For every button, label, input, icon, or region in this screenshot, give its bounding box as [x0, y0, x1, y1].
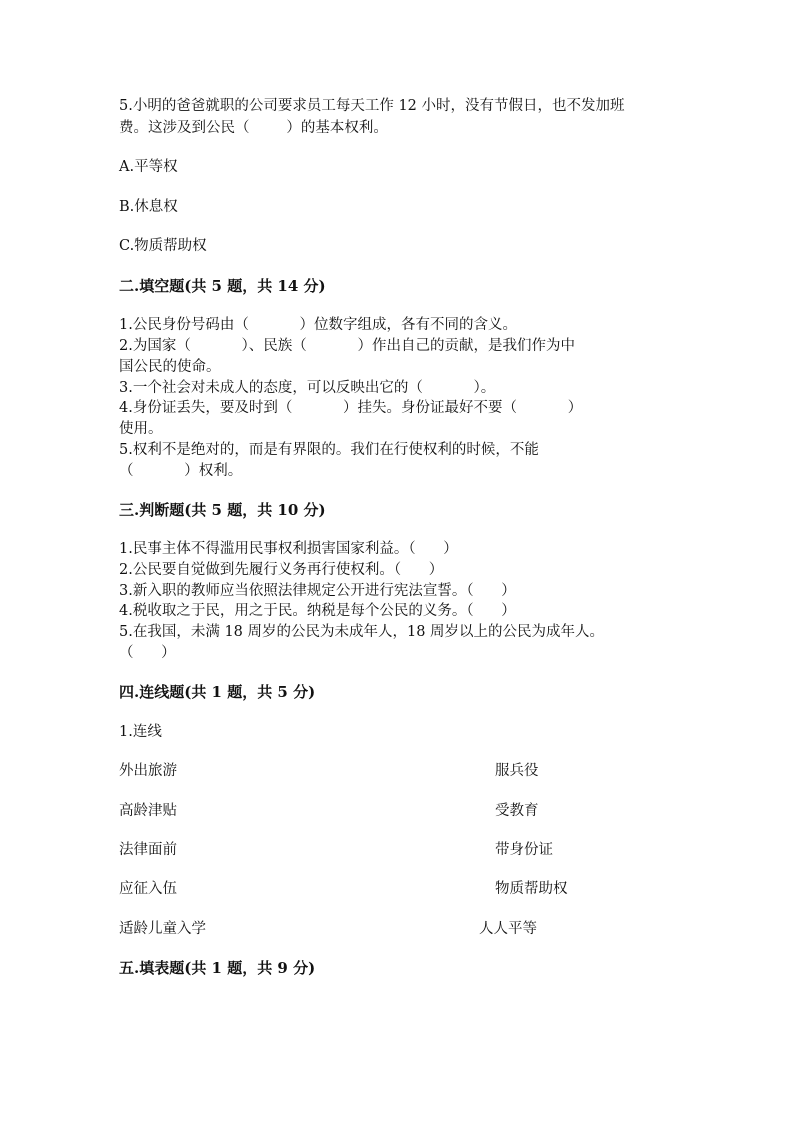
section3-title: 三.判断题(共 5 题，共 10 分): [119, 501, 326, 519]
q5-text-line1: 5.小明的爸爸就职的公司要求员工每天工作 12 小时，没有节假日，也不发加班: [119, 98, 625, 114]
section3-line: 2.公民要自觉做到先履行义务再行使权利。（ ）: [119, 562, 444, 578]
section5-title: 五.填表题(共 1 题，共 9 分): [119, 959, 316, 977]
section2-title: 二.填空题(共 5 题，共 14 分): [119, 277, 326, 295]
q5-option-b: B.休息权: [119, 199, 178, 215]
section3-line: 4.税收取之于民，用之于民。纳税是每个公民的义务。（ ）: [119, 603, 516, 619]
section3-line: 1.民事主体不得滥用民事权利损害国家利益。（ ）: [119, 541, 458, 557]
section3-line: 5.在我国，未满 18 周岁的公民为未成年人，18 周岁以上的公民为成年人。: [119, 624, 605, 640]
match-left-item: 应征入伍: [119, 881, 177, 897]
section2-line: 2.为国家（ ）、民族（ ）作出自己的贡献，是我们作为中: [119, 338, 575, 354]
match-left-item: 高龄津贴: [119, 803, 177, 819]
section2-line: 5.权利不是绝对的，而是有界限的。我们在行使权利的时候，不能: [119, 442, 539, 458]
section4-title: 四.连线题(共 1 题，共 5 分): [119, 683, 316, 701]
match-right-item: 带身份证: [495, 842, 553, 858]
section3-line: 3.新入职的教师应当依照法律规定公开进行宪法宣誓。（ ）: [119, 583, 516, 599]
section4-question: 1.连线: [119, 724, 162, 740]
section3-line: （ ）: [119, 645, 176, 661]
section2-line: 3.一个社会对未成人的态度，可以反映出它的（ ）。: [119, 380, 496, 396]
match-right-item: 人人平等: [479, 921, 537, 937]
section2-line: 使用。: [119, 421, 163, 437]
match-left-item: 法律面前: [119, 842, 177, 858]
match-left-item: 外出旅游: [119, 763, 177, 779]
section2-line: 国公民的使命。: [119, 359, 221, 375]
match-left-item: 适龄儿童入学: [119, 921, 206, 937]
match-right-item: 受教育: [495, 803, 539, 819]
match-right-item: 服兵役: [495, 763, 539, 779]
q5-option-a: A.平等权: [119, 159, 178, 175]
q5-text-line2: 费。这涉及到公民（ ）的基本权利。: [119, 120, 388, 136]
section2-line: 4.身份证丢失，要及时到（ ）挂失。身份证最好不要（ ）: [119, 400, 583, 416]
section2-line: （ ）权利。: [119, 463, 243, 479]
match-right-item: 物质帮助权: [495, 881, 568, 897]
q5-option-c: C.物质帮助权: [119, 238, 207, 254]
section2-line: 1.公民身份号码由（ ）位数字组成，各有不同的含义。: [119, 317, 518, 333]
